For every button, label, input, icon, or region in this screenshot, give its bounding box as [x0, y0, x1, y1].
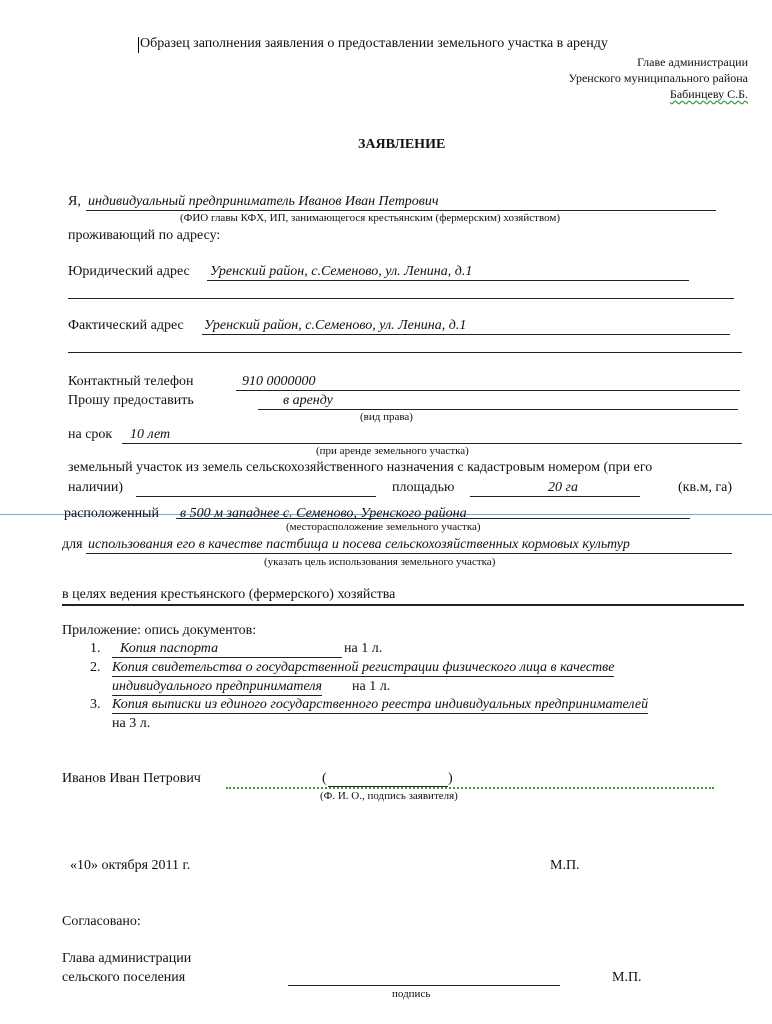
residing-label: проживающий по адресу: — [68, 228, 221, 243]
actual-address-underline-2 — [68, 352, 742, 353]
legal-address-label: Юридический адрес — [68, 264, 190, 279]
location-hint: (месторасположение земельного участка) — [286, 521, 481, 533]
location-underline — [176, 518, 690, 519]
approval-head-2: сельского поселения — [62, 970, 186, 985]
attachment-2-text: Копия свидетельства о государственной регистрации физического лица в качестве — [112, 660, 615, 675]
approval-signature-hint: подпись — [392, 988, 431, 1000]
legal-address-value: Уренский район, с.Семеново, ул. Ленина, д.1 — [210, 264, 473, 279]
legal-address-underline — [207, 280, 689, 281]
purpose-value: использования его в качестве пастбища и посева сельскохозяйственных кормовых культур — [88, 537, 630, 552]
attachment-2-pages: на 1 л. — [352, 679, 391, 694]
request-value: в аренду — [283, 393, 333, 408]
attachment-1-pages: на 1 л. — [344, 641, 383, 656]
goal-text: в целях ведения крестьянского (фермерского) хозяйства — [62, 587, 396, 602]
goal-underline — [62, 604, 744, 606]
approval-head-1: Глава администрации — [62, 951, 192, 966]
attachment-3-num: 3. — [90, 697, 101, 712]
applicant-underline — [86, 210, 716, 211]
attachment-2-text-cont: индивидуального предпринимателя — [112, 679, 323, 694]
cadastral-label: наличии) — [68, 480, 123, 495]
signature-hint: (Ф. И. О., подпись заявителя) — [320, 790, 458, 802]
request-hint: (вид права) — [360, 411, 413, 423]
approval-signature-line — [288, 985, 560, 986]
sample-title: Образец заполнения заявления о предоставлении земельного участка в аренду — [140, 36, 608, 51]
addressee-line-3: Бабинцеву С.Б. — [669, 87, 748, 101]
area-value: 20 га — [548, 480, 578, 495]
applicant-name-value: индивидуальный предприниматель Иванов Иван Петрович — [88, 194, 439, 209]
location-value: в 500 м западнее с. Семеново, Уренского района — [180, 506, 467, 521]
attachments-title: Приложение: опись документов: — [62, 623, 257, 638]
actual-address-value: Уренский район, с.Семеново, ул. Ленина, д.1 — [204, 318, 467, 333]
signature-close-paren: ) — [448, 771, 453, 786]
approval-label: Согласовано: — [62, 914, 141, 929]
approval-stamp: М.П. — [612, 970, 642, 985]
phone-value: 910 0000000 — [242, 374, 316, 389]
text-cursor — [138, 37, 139, 53]
term-label: на срок — [68, 427, 113, 442]
term-hint: (при аренде земельного участка) — [316, 445, 469, 457]
location-label: расположенный — [64, 506, 159, 521]
area-underline — [470, 496, 640, 497]
addressee-line-2: Уренского муниципального района — [568, 71, 748, 85]
request-underline — [258, 409, 738, 410]
term-value: 10 лет — [130, 427, 171, 442]
applicant-prefix: Я, — [68, 194, 81, 209]
cadastral-number-field — [136, 496, 376, 497]
attachment-3-pages: на 3 л. — [112, 716, 151, 731]
legal-address-underline-2 — [68, 298, 734, 299]
applicant-stamp: М.П. — [550, 858, 580, 873]
attachment-1-text: Копия паспорта — [120, 641, 219, 656]
purpose-label: для — [62, 537, 83, 552]
signature-underline — [226, 787, 714, 789]
area-label: площадью — [392, 480, 455, 495]
actual-address-label: Фактический адрес — [68, 318, 184, 333]
attachment-3-text: Копия выписки из единого государственного реестра индивидуальных предпринимателей — [112, 697, 649, 712]
attachment-1-num: 1. — [90, 641, 101, 656]
term-underline — [122, 443, 742, 444]
applicant-hint: (ФИО главы КФХ, ИП, занимающегося крестьянским (фермерским) хозяйством) — [180, 212, 560, 224]
land-description: земельный участок из земель сельскохозяйственного назначения с кадастровым номером (при его — [68, 460, 653, 475]
signature-name: Иванов Иван Петрович — [62, 771, 201, 786]
area-unit: (кв.м, га) — [678, 480, 733, 495]
attachment-2-num: 2. — [90, 660, 101, 675]
purpose-hint: (указать цель использования земельного участка) — [264, 556, 496, 568]
document-title: ЗАЯВЛЕНИЕ — [358, 137, 446, 152]
signature-open-paren: ( — [322, 771, 327, 786]
request-label: Прошу предоставить — [68, 393, 194, 408]
phone-label: Контактный телефон — [68, 374, 194, 389]
application-date: «10» октября 2011 г. — [70, 858, 191, 873]
phone-underline — [236, 390, 740, 391]
addressee-line-1: Главе администрации — [637, 55, 748, 69]
purpose-underline — [86, 553, 732, 554]
actual-address-underline — [202, 334, 730, 335]
attachment-1-underline — [112, 657, 342, 658]
